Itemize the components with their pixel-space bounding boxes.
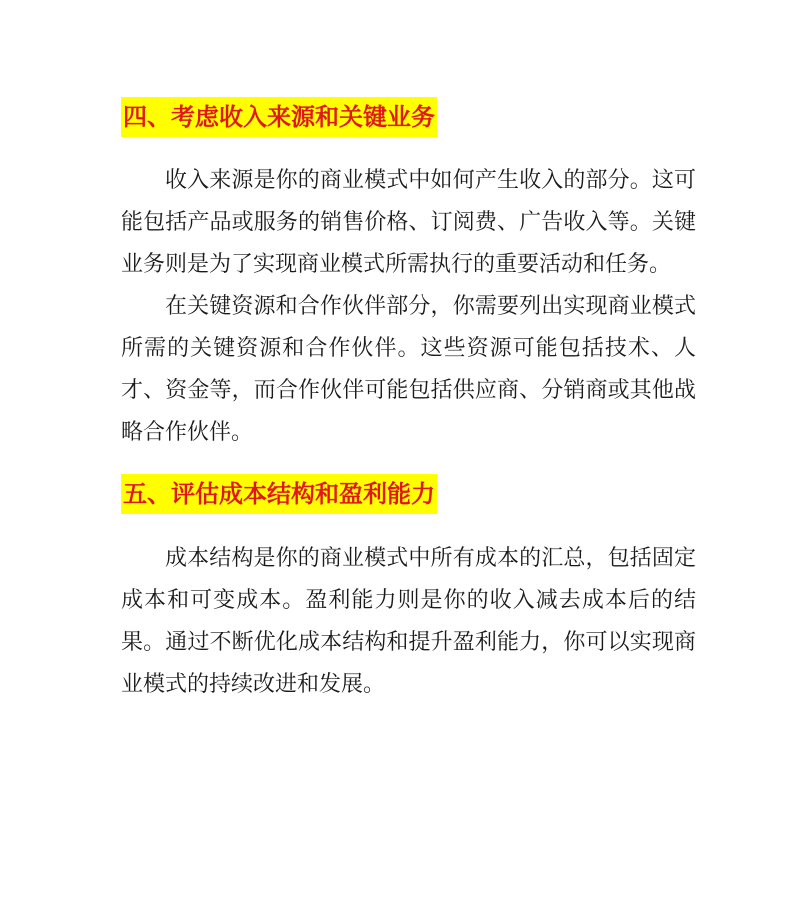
section-5-paragraph-1: 成本结构是你的商业模式中所有成本的汇总，包括固定成本和可变成本。盈利能力则是你的收入减去成本后的结果。通过不断优化成本结构和提升盈利能力，你可以实现商业模式的持续改进和发展。 xyxy=(121,546,696,697)
section-4-paragraph-2: 在关键资源和合作伙伴部分，你需要列出实现商业模式所需的关键资源和合作伙伴。这些资源可能包括技术、人才、资金等，而合作伙伴可能包括供应商、分销商或其他战略合作伙伴。 xyxy=(121,294,696,445)
section-5-heading: 五、评估成本结构和盈利能力 xyxy=(121,474,437,514)
section-4-heading: 四、考虑收入来源和关键业务 xyxy=(121,97,437,137)
section-4-paragraph-1: 收入来源是你的商业模式中如何产生收入的部分。这可能包括产品或服务的销售价格、订阅费、广告收入等。关键业务则是为了实现商业模式所需执行的重要活动和任务。 xyxy=(121,168,696,277)
